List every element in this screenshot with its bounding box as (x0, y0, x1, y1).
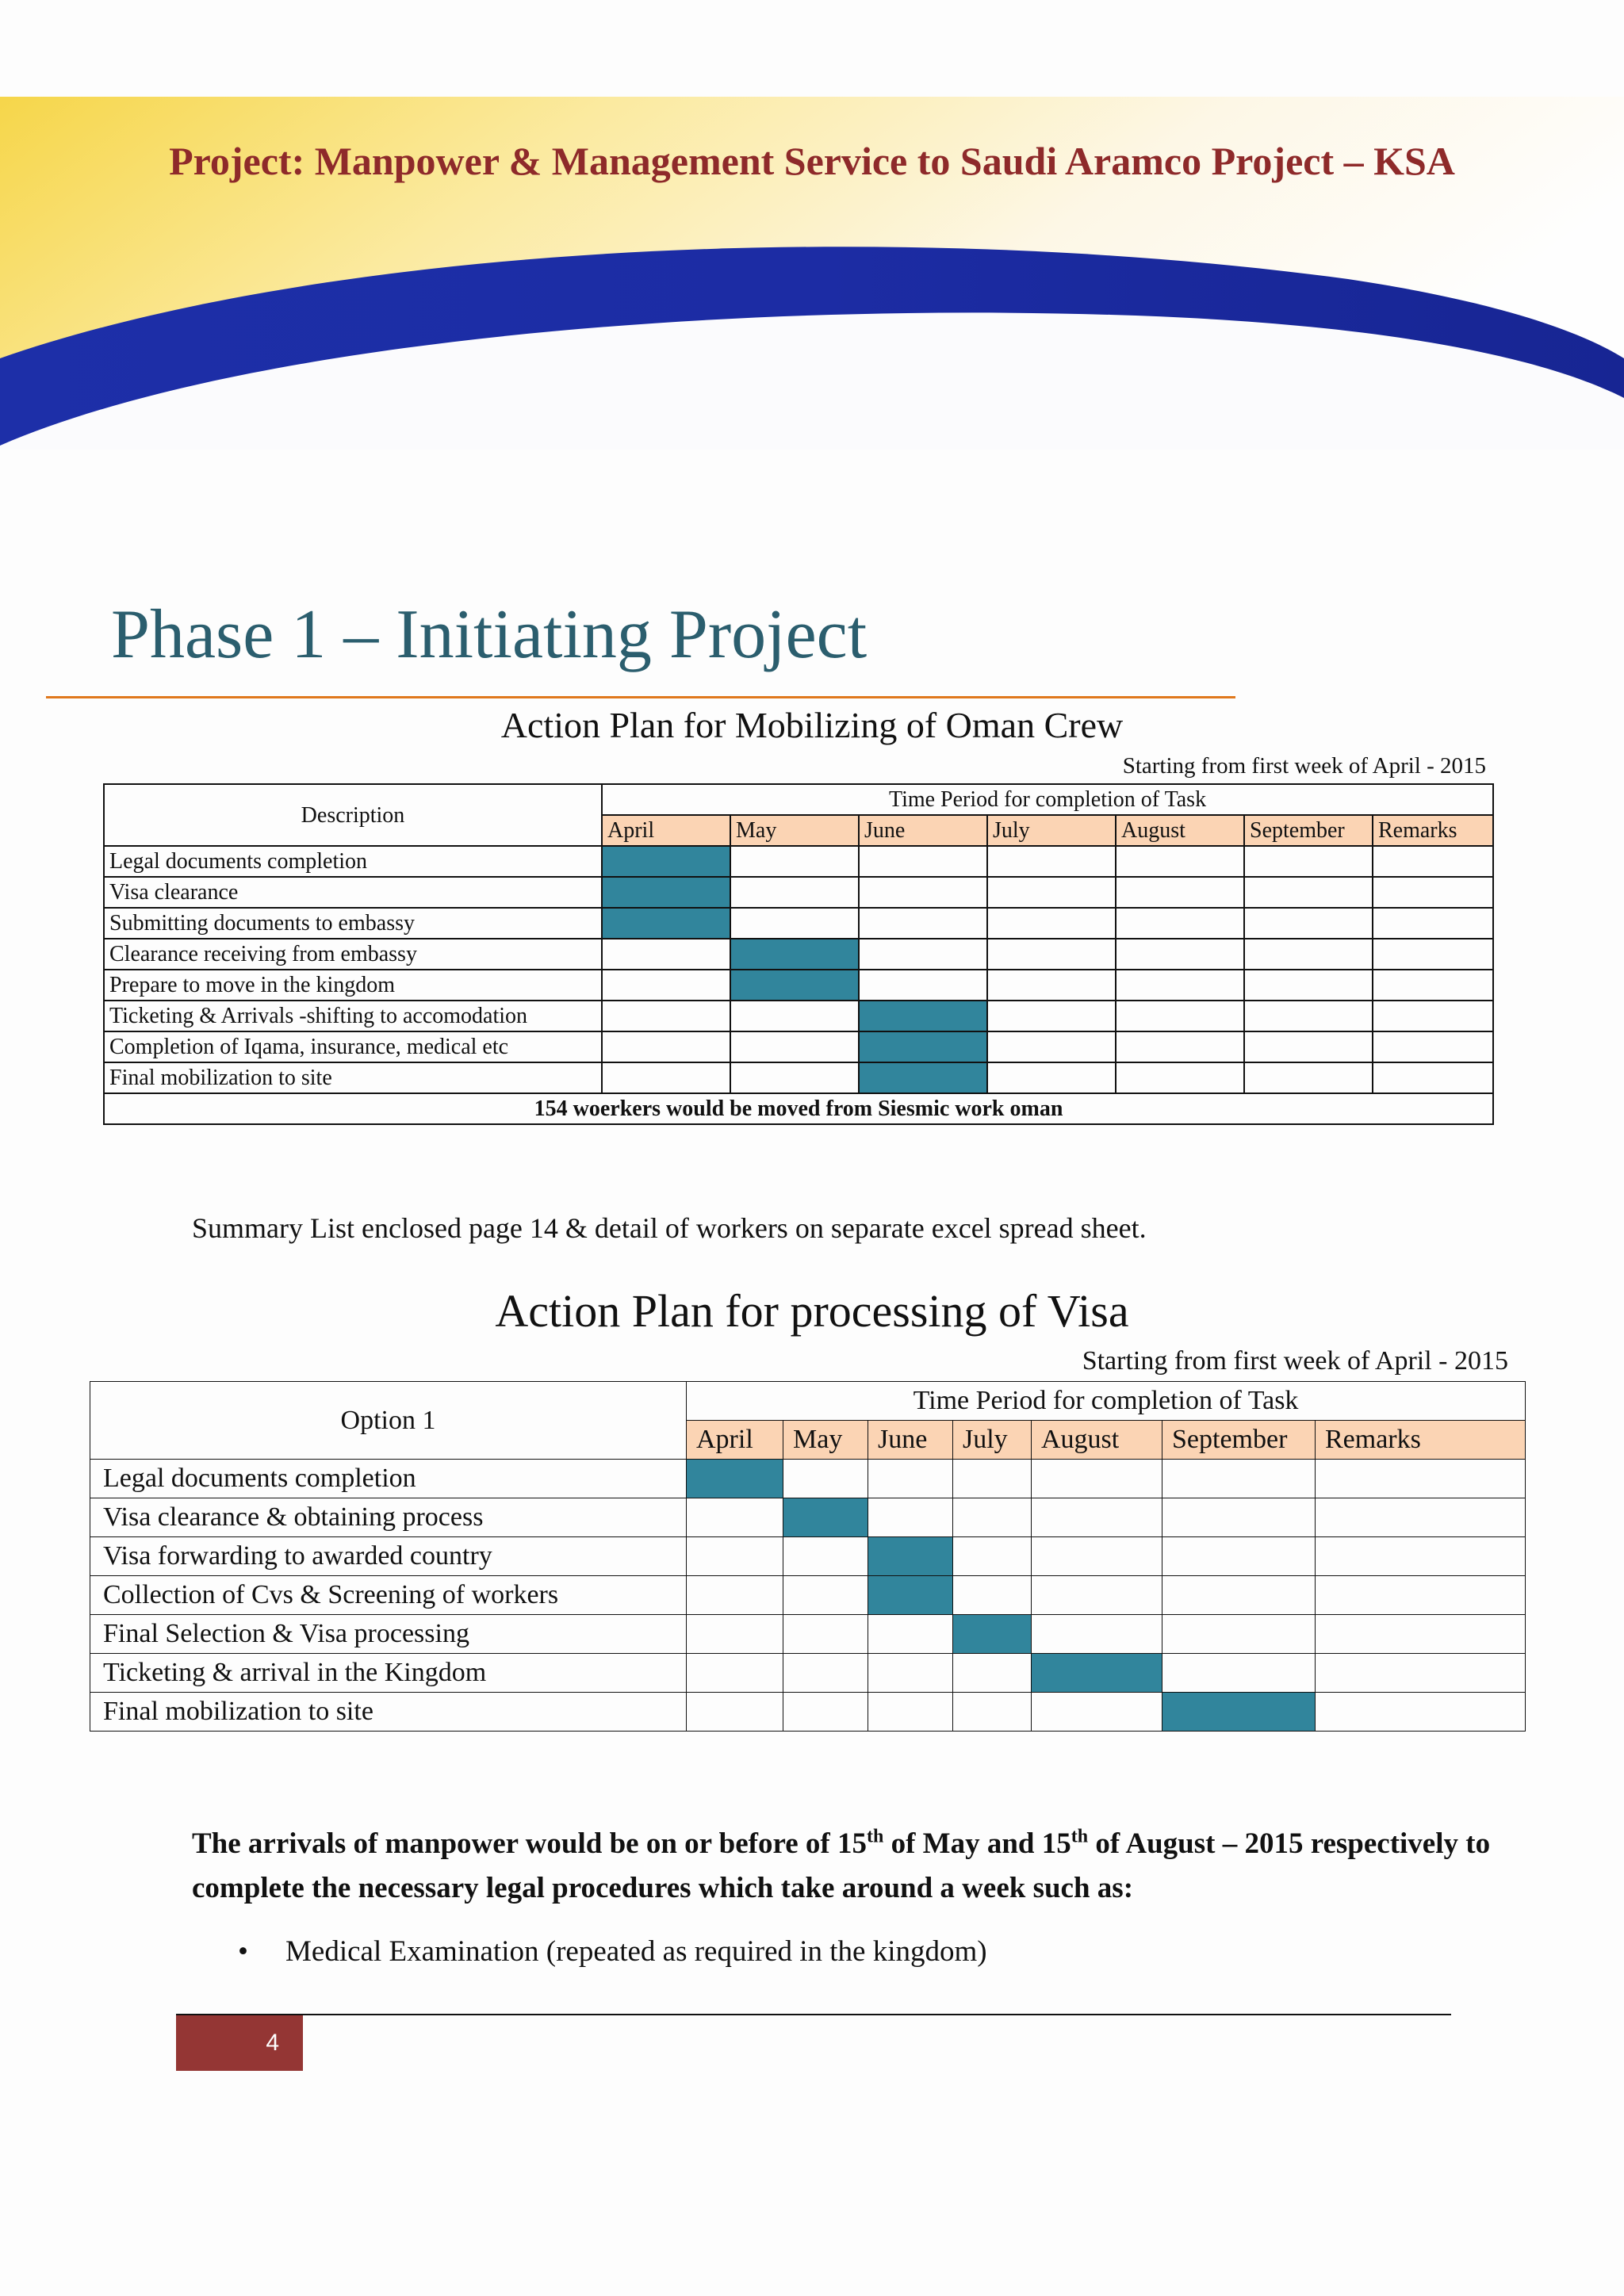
option-header: Option 1 (90, 1382, 687, 1460)
empty-cell (1316, 1654, 1526, 1693)
empty-cell (1316, 1576, 1526, 1615)
empty-cell (783, 1654, 868, 1693)
empty-cell (1316, 1615, 1526, 1654)
task-bar (859, 1031, 987, 1062)
empty-cell (730, 908, 859, 939)
empty-cell (1316, 1537, 1526, 1576)
empty-cell (602, 939, 730, 970)
table2-starting-note: Starting from first week of April - 2015 (1082, 1346, 1508, 1376)
table-row (90, 1460, 1526, 1498)
table-row (104, 1031, 1493, 1062)
empty-cell (1162, 1654, 1316, 1693)
empty-cell (730, 846, 859, 877)
empty-cell (868, 1615, 953, 1654)
empty-cell (953, 1693, 1032, 1732)
empty-cell (602, 1031, 730, 1062)
month-header-cell: June (868, 1421, 953, 1460)
task-bar (730, 939, 859, 970)
empty-cell (1373, 1001, 1493, 1031)
empty-cell (987, 846, 1116, 877)
task-bar (602, 908, 730, 939)
page-title: Phase 1 – Initiating Project (111, 596, 868, 673)
empty-cell (953, 1537, 1032, 1576)
task-label: Final mobilization to site (104, 1062, 602, 1093)
empty-cell (1373, 908, 1493, 939)
arrivals-text-2: of May and 15 (883, 1827, 1071, 1860)
table-row (104, 846, 1493, 877)
empty-cell (1244, 846, 1373, 877)
empty-cell (1244, 1031, 1373, 1062)
task-label: Prepare to move in the kingdom (104, 970, 602, 1001)
task-label: Visa clearance & obtaining process (90, 1498, 687, 1537)
empty-cell (687, 1537, 783, 1576)
empty-cell (1032, 1615, 1162, 1654)
empty-cell (783, 1576, 868, 1615)
task-label: Collection of Cvs & Screening of workers (90, 1576, 687, 1615)
empty-cell (987, 970, 1116, 1001)
table-row (90, 1654, 1526, 1693)
empty-cell (1162, 1537, 1316, 1576)
empty-cell (1116, 1001, 1244, 1031)
title-divider (46, 696, 1235, 698)
table-footer-row (104, 1093, 1493, 1124)
period-header: Time Period for completion of Task (687, 1382, 1526, 1421)
empty-cell (987, 908, 1116, 939)
empty-cell (987, 1031, 1116, 1062)
table2-heading: Action Plan for processing of Visa (495, 1285, 1129, 1337)
empty-cell (687, 1615, 783, 1654)
empty-cell (1032, 1576, 1162, 1615)
empty-cell (1244, 1001, 1373, 1031)
empty-cell (868, 1460, 953, 1498)
page-number: 4 (176, 2015, 303, 2071)
empty-cell (1032, 1460, 1162, 1498)
empty-cell (1373, 1031, 1493, 1062)
empty-cell (783, 1460, 868, 1498)
empty-cell (1244, 970, 1373, 1001)
task-bar (868, 1537, 953, 1576)
empty-cell (602, 970, 730, 1001)
task-label: Final mobilization to site (90, 1693, 687, 1732)
empty-cell (1116, 877, 1244, 908)
empty-cell (730, 1062, 859, 1093)
task-label: Visa clearance (104, 877, 602, 908)
task-bar (730, 970, 859, 1001)
empty-cell (953, 1460, 1032, 1498)
empty-cell (859, 908, 987, 939)
description-header: Description (104, 784, 602, 846)
period-header: Time Period for completion of Task (602, 784, 1493, 815)
empty-cell (783, 1693, 868, 1732)
table-row (90, 1498, 1526, 1537)
empty-cell (1162, 1498, 1316, 1537)
task-label: Final Selection & Visa processing (90, 1615, 687, 1654)
empty-cell (1116, 846, 1244, 877)
table-row (90, 1537, 1526, 1576)
visa-plan-table (90, 1381, 1526, 1732)
empty-cell (1373, 970, 1493, 1001)
table-header-row (90, 1382, 1526, 1421)
task-label: Legal documents completion (104, 846, 602, 877)
empty-cell (1244, 1062, 1373, 1093)
table-row (104, 877, 1493, 908)
empty-cell (602, 1062, 730, 1093)
empty-cell (783, 1537, 868, 1576)
empty-cell (859, 970, 987, 1001)
empty-cell (859, 939, 987, 970)
month-header-cell: August (1116, 815, 1244, 846)
empty-cell (1316, 1460, 1526, 1498)
month-header-cell: May (730, 815, 859, 846)
table-footer-note: 154 woerkers would be moved from Siesmic work oman (104, 1093, 1493, 1124)
empty-cell (687, 1498, 783, 1537)
mobilization-plan-table (103, 783, 1494, 1125)
empty-cell (687, 1576, 783, 1615)
table-row (90, 1576, 1526, 1615)
task-label: Submitting documents to embassy (104, 908, 602, 939)
task-bar (1032, 1654, 1162, 1693)
month-header-cell: April (602, 815, 730, 846)
arrivals-text-3: of August – 2015 respectively to complete the necessary legal procedures which take around a week such as: (192, 1827, 1491, 1904)
month-header-cell: September (1244, 815, 1373, 846)
month-header-cell: August (1032, 1421, 1162, 1460)
table-row (90, 1615, 1526, 1654)
empty-cell (987, 939, 1116, 970)
table1-heading: Action Plan for Mobilizing of Oman Crew (500, 705, 1124, 745)
bullet-text: Medical Examination (repeated as required in the kingdom) (285, 1935, 987, 1968)
header-banner (0, 97, 1624, 450)
empty-cell (1116, 939, 1244, 970)
empty-cell (987, 1062, 1116, 1093)
task-bar (953, 1615, 1032, 1654)
task-bar (859, 1001, 987, 1031)
empty-cell (1162, 1460, 1316, 1498)
empty-cell (868, 1693, 953, 1732)
empty-cell (1373, 939, 1493, 970)
month-header-cell: April (687, 1421, 783, 1460)
table-row (104, 970, 1493, 1001)
empty-cell (1244, 939, 1373, 970)
task-bar (859, 1062, 987, 1093)
empty-cell (730, 1031, 859, 1062)
table-row (104, 1001, 1493, 1031)
empty-cell (687, 1693, 783, 1732)
empty-cell (1116, 1062, 1244, 1093)
task-label: Ticketing & Arrivals -shifting to accomodation (104, 1001, 602, 1031)
arrivals-paragraph (192, 1822, 1540, 1911)
empty-cell (987, 1001, 1116, 1031)
empty-cell (1316, 1498, 1526, 1537)
empty-cell (987, 877, 1116, 908)
task-label: Visa forwarding to awarded country (90, 1537, 687, 1576)
month-header-cell: Remarks (1316, 1421, 1526, 1460)
arrivals-sup-1: th (866, 1826, 884, 1847)
arrivals-text-1: The arrivals of manpower would be on or before of 15 (192, 1827, 867, 1860)
banner-title: Project: Manpower & Management Service to Saudi Aramco Project – KSA (169, 139, 1455, 183)
empty-cell (1373, 846, 1493, 877)
empty-cell (1373, 877, 1493, 908)
empty-cell (953, 1498, 1032, 1537)
empty-cell (1032, 1693, 1162, 1732)
task-label: Clearance receiving from embassy (104, 939, 602, 970)
empty-cell (730, 1001, 859, 1031)
empty-cell (730, 877, 859, 908)
month-header-cell: May (783, 1421, 868, 1460)
empty-cell (859, 846, 987, 877)
table-row (90, 1693, 1526, 1732)
empty-cell (868, 1498, 953, 1537)
task-label: Ticketing & arrival in the Kingdom (90, 1654, 687, 1693)
empty-cell (1244, 908, 1373, 939)
task-bar (602, 877, 730, 908)
empty-cell (1162, 1576, 1316, 1615)
footer-divider (176, 2014, 1451, 2015)
table-row (104, 1062, 1493, 1093)
empty-cell (953, 1654, 1032, 1693)
month-header-cell: Remarks (1373, 815, 1493, 846)
empty-cell (1032, 1537, 1162, 1576)
empty-cell (868, 1654, 953, 1693)
bullet-item (238, 1934, 987, 1969)
empty-cell (953, 1576, 1032, 1615)
task-label: Legal documents completion (90, 1460, 687, 1498)
empty-cell (1116, 908, 1244, 939)
task-bar (868, 1576, 953, 1615)
summary-text: Summary List enclosed page 14 & detail of workers on separate excel spread sheet. (192, 1212, 1147, 1244)
arrivals-sup-2: th (1071, 1826, 1089, 1847)
table1-starting-note: Starting from first week of April - 2015 (1122, 753, 1486, 779)
empty-cell (602, 1001, 730, 1031)
empty-cell (687, 1654, 783, 1693)
empty-cell (783, 1615, 868, 1654)
table-row (104, 939, 1493, 970)
empty-cell (1116, 1031, 1244, 1062)
task-bar (602, 846, 730, 877)
month-header-cell: July (987, 815, 1116, 846)
empty-cell (1162, 1615, 1316, 1654)
month-header-cell: July (953, 1421, 1032, 1460)
bullet-icon: • (238, 1935, 248, 1968)
task-bar (687, 1460, 783, 1498)
task-label: Completion of Iqama, insurance, medical etc (104, 1031, 602, 1062)
task-bar (1162, 1693, 1316, 1732)
month-header-cell: September (1162, 1421, 1316, 1460)
task-bar (783, 1498, 868, 1537)
empty-cell (1032, 1498, 1162, 1537)
empty-cell (859, 877, 987, 908)
empty-cell (1316, 1693, 1526, 1732)
empty-cell (1373, 1062, 1493, 1093)
month-header-cell: June (859, 815, 987, 846)
table-row (104, 908, 1493, 939)
empty-cell (1116, 970, 1244, 1001)
empty-cell (1244, 877, 1373, 908)
table-header-row (104, 784, 1493, 815)
